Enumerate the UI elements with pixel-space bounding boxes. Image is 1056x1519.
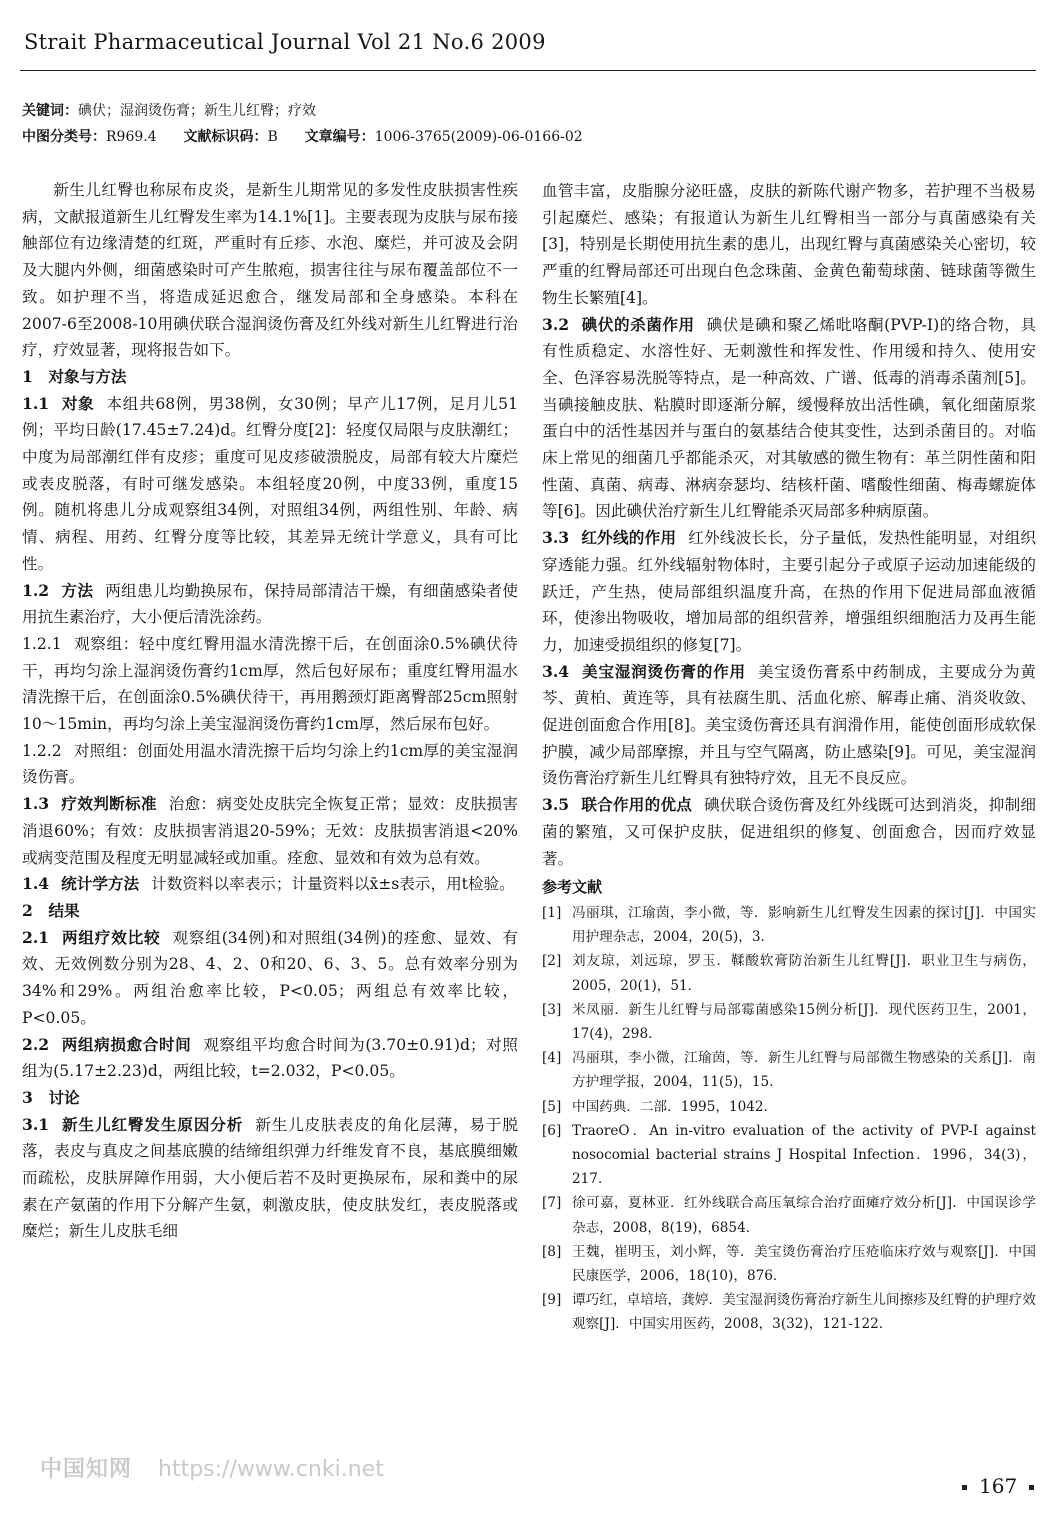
left-column: [22, 177, 518, 1245]
reference-text: 谭巧红，卓培培，龚婷．美宝湿润烫伤膏治疗新生儿间擦疹及红臀的护理疗效观察[J]．中国实用医药，2008，3(32)，121-122．: [572, 1292, 1036, 1333]
section-1-3: [22, 791, 518, 871]
section-title: 碘伏的杀菌作用: [581, 314, 695, 334]
section-1-heading: 1 对象与方法: [22, 366, 127, 386]
intro-paragraph: 新生儿红臀也称尿布皮炎，是新生儿期常见的多发性皮肤损害性疾病，文献报道新生儿红臀发生率为14.1%[1]。主要表现为皮肤与尿布接触部位有边缘清楚的红斑，严重时有丘疹、水泡、糜烂，并可波及会阴及大腿内外侧，细菌感染时可产生脓疱，损害往往与尿布覆盖部位不一致。如护理不当，将造成延迟愈合，继发局部和全身感染。本科在2007-6至2008-10用碘伏联合湿润烫伤膏及红外线对新生儿红臀进行治疗，疗效显著，现将报告如下。: [22, 181, 518, 360]
section-number: 1.2: [22, 580, 50, 600]
classification-line: [22, 126, 583, 146]
reference-text: 中国药典．二部．1995，1042．: [572, 1098, 778, 1115]
reference-text: TraoreO．An in-vitro evaluation of the activity of PVP-I against nosocomial bacterial strains J Hospital Infection．1996，34(3)，217．: [572, 1122, 1036, 1188]
bullet-icon: [1029, 1485, 1034, 1490]
reference-item: [542, 998, 1036, 1046]
reference-item: [542, 949, 1036, 997]
section-1-2-2: [22, 738, 518, 791]
section-number: 1.3: [22, 794, 50, 814]
cnki-watermark: [40, 1452, 384, 1483]
reference-item: [542, 1240, 1036, 1288]
reference-number: [7]: [542, 1195, 562, 1212]
reference-number: [6]: [542, 1122, 562, 1139]
section-number: 2.2: [22, 1034, 50, 1054]
doc-value: B: [267, 129, 278, 145]
section-title: 红外线的作用: [581, 528, 677, 548]
watermark-url: https://www.cnki.net: [158, 1457, 384, 1482]
section-body: 创面处用温水清洗擦干后均匀涂上约1cm厚的美宝湿润烫伤膏。: [22, 741, 518, 787]
section-body: 计数资料以率表示；计量资料以x̄±s表示，用t检验。: [151, 875, 515, 894]
reference-number: [4]: [542, 1050, 562, 1067]
reference-number: [5]: [542, 1098, 562, 1115]
section-number: 3.3: [542, 528, 570, 548]
section-number: 3.2: [542, 314, 570, 334]
section-number: 3.1: [22, 1114, 50, 1134]
reference-number: [2]: [542, 953, 562, 970]
section-body: 观察组平均愈合时间为(3.70±0.91)d；对照组为(5.17±2.23)d，两组比较，t=2.032，P<0.05。: [22, 1035, 518, 1081]
section-title: 对象: [61, 393, 95, 413]
section-title: 疗效判断标准: [61, 794, 157, 814]
section-3-2: [542, 312, 1036, 526]
section-3-5: [542, 792, 1036, 872]
reference-item: [542, 1191, 1036, 1239]
bullet-icon: [962, 1485, 967, 1490]
reference-item: [542, 1095, 1036, 1119]
section-2-2: [22, 1032, 518, 1085]
clc-value: R969.4: [106, 129, 157, 145]
section-title: 两组病损愈合时间: [61, 1034, 192, 1054]
reference-text: 王魏，崔明玉，刘小辉，等．美宝烫伤膏治疗压疮临床疗效与观察[J]．中国民康医学，2006，18(10)，876．: [572, 1243, 1036, 1285]
section-number: 2.1: [22, 927, 50, 947]
clc-label: 中图分类号：: [22, 129, 106, 145]
section-body: 两组患儿均勤换尿布，保持局部清洁干燥，有细菌感染者使用抗生素治疗，大小便后清洗涂药。: [22, 581, 518, 627]
section-body: 本组共68例，男38例，女30例；早产儿17例，足月儿51例；平均日龄(17.45±7.24)d。红臀分度[2]：轻度仅局限与皮肤潮红；中度为局部潮红伴有皮疹；重度可见皮疹破溃脱皮，局部有较大片糜烂或表皮脱落，有时可继发感染。本组轻度20例，中度33例，重度15例。随机将患儿分成观察组34例，对照组34例，两组性别、年龄、病情、病程、用药、红臀分度等比较，其差异无统计学意义，具有可比性。: [22, 394, 518, 573]
reference-text: 冯丽琪，江瑜茵，李小微，等．影响新生儿红臀发生因素的探讨[J]．中国实用护理杂志，2004，20(5)，3．: [572, 904, 1036, 946]
section-body: 新生儿皮肤表皮的角化层薄，易于脱落，表皮与真皮之间基底膜的结缔组织弹力纤维发育不良，基底膜细嫩而疏松，皮肤屏障作用弱，大小便后若不及时更换尿布，尿和粪中的尿素在产氨菌的作用下分解产生氨，刺激皮肤，使皮肤发红，表皮脱落或糜烂；新生儿皮肤毛细: [22, 1115, 518, 1241]
section-3-4: [542, 659, 1036, 793]
doc-label: 文献标识码：: [183, 129, 268, 145]
section-body: 碘伏联合烫伤膏及红外线既可达到消炎，抑制细菌的繁殖，又可保护皮肤，促进组织的修复、创面愈合，因而疗效显著。: [542, 796, 1036, 868]
keywords-line: [22, 100, 316, 120]
reference-item: [542, 1288, 1036, 1336]
section-3-3: [542, 525, 1036, 659]
section-number: 1.2.2: [22, 741, 62, 760]
section-3-1: [22, 1112, 518, 1246]
section-2-1: [22, 925, 518, 1032]
reference-item: [542, 1119, 1036, 1192]
reference-text: 刘友琼，刘远琼，罗玉．鞣酸软膏防治新生儿红臀[J]．职业卫生与病伤，2005，20(1)，51．: [572, 953, 1036, 994]
section-body: 轻中度红臀用温水清洗擦干后，在创面涂0.5%碘伏待干，再均匀涂上湿润烫伤膏约1cm厚，然后包好尿布；重度红臀用温水清洗擦干后，在创面涂0.5%碘伏待干，再用鹅颈灯距离臀部25cm照射10～15min，再均匀涂上美宝湿润烫伤膏约1cm厚，然后尿布包好。: [22, 634, 518, 734]
reference-item: [542, 1046, 1036, 1094]
keywords-value: 碘伏；湿润烫伤膏；新生儿红臀；疗效: [78, 103, 316, 119]
references-list: [542, 901, 1036, 1337]
section-title: 新生儿红臀发生原因分析: [61, 1114, 244, 1134]
section-number: 3.5: [542, 795, 570, 815]
section-1-2-1: [22, 631, 518, 738]
section-title: 美宝湿润烫伤膏的作用: [581, 661, 746, 681]
reference-number: [9]: [542, 1292, 562, 1309]
section-1-1: [22, 391, 518, 578]
keywords-label: 关键词：: [22, 103, 78, 119]
header-rule: [20, 70, 1036, 71]
section-number: 3.4: [542, 661, 570, 681]
section-title: 对照组：: [73, 741, 138, 760]
section-title: 统计学方法: [61, 874, 140, 894]
watermark-logo-text: 中国知网: [40, 1457, 133, 1482]
reference-number: [3]: [542, 1001, 562, 1018]
section-title: 两组疗效比较: [61, 927, 161, 947]
reference-text: 米凤丽．新生儿红臀与局部霉菌感染15例分析[J]．现代医药卫生，2001，17(4)，298．: [572, 1001, 1036, 1042]
section-number: 1.2.1: [22, 634, 62, 653]
section-1-4: [22, 871, 518, 898]
references-heading: 参考文献: [542, 878, 603, 897]
reference-item: [542, 901, 1036, 949]
page-number-text: 167: [979, 1474, 1018, 1498]
running-header: Strait Pharmaceutical Journal Vol 21 No.6 2009: [24, 30, 546, 54]
reference-number: [1]: [542, 904, 562, 921]
reference-text: 冯丽琪，李小微，江瑜茵，等．新生儿红臀与局部微生物感染的关系[J]．南方护理学报，2004，11(5)，15．: [572, 1050, 1036, 1091]
continued-paragraph: 血管丰富，皮脂腺分泌旺盛，皮肤的新陈代谢产物多，若护理不当极易引起糜烂、感染；有报道认为新生儿红臀相当一部分与真菌感染有关[3]，特别是长期使用抗生素的患儿，出现红臀与真菌感染关心密切，较严重的红臀局部还可出现白色念珠菌、金黄色葡萄球菌、链球菌等微生物生长繁殖[4]。: [542, 182, 1036, 307]
section-2-heading: 2 结果: [22, 900, 80, 920]
section-title: 观察组：: [73, 634, 139, 653]
article-value: 1006-3765(2009)-06-0166-02: [374, 129, 583, 145]
section-title: 联合作用的优点: [581, 795, 693, 815]
page-number: [950, 1474, 1046, 1498]
right-column: [542, 178, 1036, 1337]
section-title: 方法: [61, 580, 94, 600]
section-body: 红外线波长长，分子量低，发热性能明显，对组织穿透能力强。红外线辐射物体时，主要引起分子或原子运动加速能级的跃迁，产生热，使局部组织温度升高，在热的作用下促进局部血液循环，使渗出物吸收，增加局部的组织营养，增强组织细胞活力及再生能力，加速受损组织的修复[7]。: [542, 529, 1036, 654]
section-3-heading: 3 讨论: [22, 1087, 80, 1107]
section-body: 观察组(34例)和对照组(34例)的痊愈、显效、有效、无效例数分别为28、4、2、0和20、6、3、5。总有效率分别为34%和29%。两组治愈率比较，P<0.05；两组总有效率比较，P<0.05。: [22, 928, 518, 1027]
article-label: 文章编号：: [304, 129, 375, 145]
section-body: 美宝烫伤膏系中药制成，主要成分为黄芩、黄柏、黄连等，具有祛腐生肌、活血化瘀、解毒止痛、消炎收敛、促进创面愈合作用[8]。美宝烫伤膏还具有润滑作用，能使创面形成软保护膜，减少局部摩擦，并且与空气隔离，防止感染[9]。可见，美宝湿润烫伤膏治疗新生儿红臀具有独特疗效，且无不良反应。: [542, 662, 1036, 788]
section-body: 治愈：病变处皮肤完全恢复正常；显效：皮肤损害消退60%；有效：皮肤损害消退20-59%；无效：皮肤损害消退<20%或病变范围及程度无明显减轻或加重。痊愈、显效和有效为总有效。: [22, 795, 518, 867]
section-number: 1.4: [22, 874, 50, 894]
section-1-2: [22, 578, 518, 631]
section-body: 碘伏是碘和聚乙烯吡咯酮(PVP-I)的络合物，具有性质稳定、水溶性好、无刺激性和挥发性、作用缓和持久、使用安全、色泽容易洗脱等特点，是一种高效、广谱、低毒的消毒杀菌剂[5]。当碘接触皮肤、粘膜时即逐渐分解，缓慢释放出活性碘，氧化细菌原浆蛋白中的活性基因并与蛋白的氨基结合使其变性，达到杀菌目的。对临床上常见的细菌几乎都能杀灭，对其敏感的微生物有：革兰阴性菌和阳性菌、真菌、病毒、淋病奈瑟均、结核杆菌、嗜酸性细菌、梅毒螺旋体等[6]。因此碘伏治疗新生儿红臀能杀灭局部多种病原菌。: [542, 315, 1036, 521]
section-number: 1.1: [22, 393, 50, 413]
reference-text: 徐可嘉，夏林亚．红外线联合高压氧综合治疗面瘫疗效分析[J]．中国误诊学杂志，2008，8(19)，6854．: [572, 1195, 1036, 1236]
reference-number: [8]: [542, 1243, 562, 1260]
